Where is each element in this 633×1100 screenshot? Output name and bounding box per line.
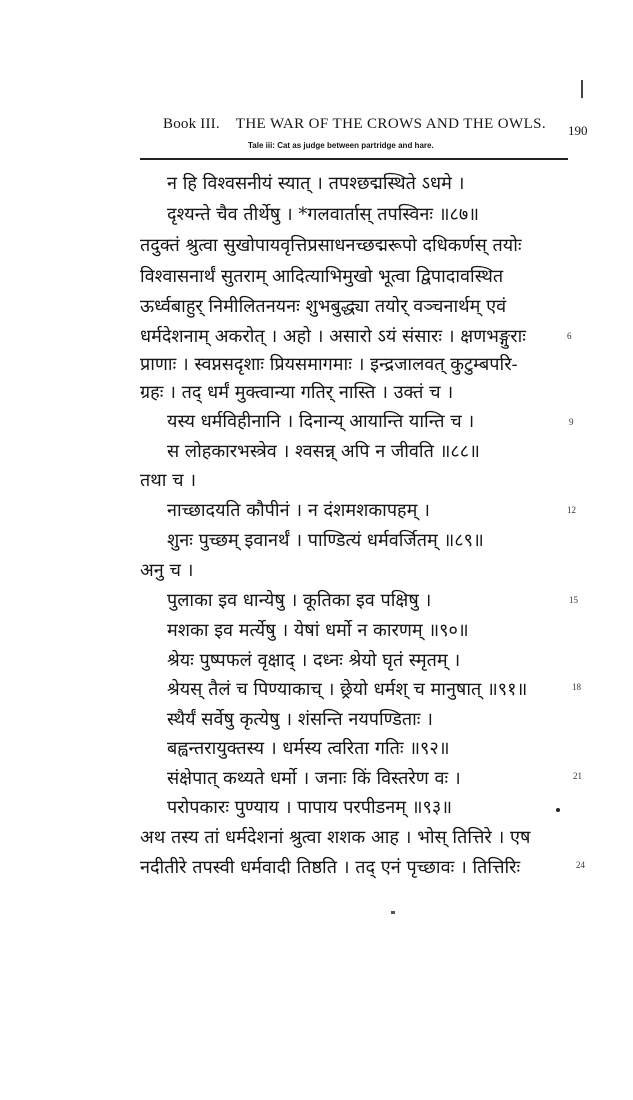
text-line: अथ तस्य तां धर्मदेशनां श्रुत्वा शशक आह । भोस् तित्तिरे । एष <box>140 827 531 848</box>
book-label: Book III. <box>163 116 220 132</box>
header-rule <box>140 158 568 160</box>
text-line: स्थैर्यं सर्वेषु कृत्येषु । शंसन्ति नयपण्डिताः । <box>167 709 433 730</box>
text-line: बह्वन्तरायुक्तस्य । धर्मस्य त्वरिता गतिः ॥९२॥ <box>167 738 450 759</box>
text-line: यस्य धर्मविहीनानि । दिनान्य् आयान्ति यान्ति च । <box>167 411 475 432</box>
text-line: श्रेयस् तैलं च पिण्याकाच् । छ्रेयो धर्मश् च मानुषात् ॥९१॥ <box>167 679 528 700</box>
text-line: तथा च । <box>140 470 197 491</box>
page-edge-mark <box>581 80 583 98</box>
text-line: पुलाका इव धान्येषु । कूतिका इव पक्षिषु । <box>167 590 432 611</box>
line-number: 15 <box>569 595 578 605</box>
text-line: शुनः पुच्छम् इवानर्थं । पाण्डित्यं धर्मवर्जितम् ॥८९॥ <box>167 530 484 551</box>
print-mark <box>556 808 560 812</box>
line-number: 9 <box>569 417 574 427</box>
line-number: 6 <box>567 331 572 341</box>
line-number: 21 <box>573 771 582 781</box>
text-line: परोपकारः पुण्याय । पापाय परपीडनम् ॥९३॥ <box>167 797 453 818</box>
running-head <box>163 116 563 133</box>
text-line: श्रेयः पुष्पफलं वृक्षाद् । दध्नः श्रेयो घृतं स्मृतम् । <box>167 650 461 671</box>
text-line: स लोहकारभस्त्रेव । श्वसन्न् अपि न जीवति ॥८८॥ <box>167 441 480 462</box>
text-line: मशका इव मर्त्येषु । येषां धर्मो न कारणम् ॥९०॥ <box>167 620 469 641</box>
text-line: नदीतीरे तपस्वी धर्मवादी तिष्ठति । तद् एनं पृच्छावः । तित्तिरिः <box>140 857 521 878</box>
line-number: 12 <box>567 505 576 515</box>
text-line: धर्मदेशनाम् अकरोत् । अहो । असारो ऽयं संसारः । क्षणभङ्गुराः <box>140 326 526 347</box>
text-line: तदुक्तं श्रुत्वा सुखोपायवृत्तिप्रसाधनच्छद्मरूपो दधिकर्णस् तयोः <box>140 235 522 256</box>
print-mark <box>391 911 395 914</box>
text-line: ऊर्ध्वबाहुर् निमीलितनयनः शुभबुद्ध्या तयोर् वञ्चनार्थम् एवं <box>140 296 507 317</box>
tale-subtitle: Tale iii: Cat as judge between partridge and hare. <box>248 141 434 150</box>
text-line: न हि विश्वसनीयं स्यात् । तपश्छद्मस्थिते ऽधमे । <box>167 173 465 194</box>
text-line: अनु च । <box>140 560 194 581</box>
text-line: नाच्छादयति कौपीनं । न दंशमशकापहम् । <box>167 500 430 521</box>
line-number: 24 <box>576 860 585 870</box>
text-line: प्राणाः । स्वप्नसदृशाः प्रियसमागमाः । इन्द्रजालवत् कुटुम्बपरि- <box>140 354 518 375</box>
line-number: 18 <box>572 682 581 692</box>
text-line: ग्रहः । तद् धर्मं मुक्त्वान्या गतिर् नास्ति । उक्तं च । <box>140 382 454 403</box>
chapter-title: THE WAR OF THE CROWS AND THE OWLS. <box>235 116 547 132</box>
page-number: 190 <box>568 123 588 138</box>
text-line: विश्वासनार्थं सुतराम् आदित्याभिमुखो भूत्वा द्विपादावस्थित <box>140 266 504 287</box>
text-line: संक्षेपात् कथ्यते धर्मो । जनाः किं विस्तरेण वः । <box>167 768 461 789</box>
text-line: दृश्यन्ते चैव तीर्थेषु । *गलवार्तास् तपस्विनः ॥८७॥ <box>167 204 480 225</box>
